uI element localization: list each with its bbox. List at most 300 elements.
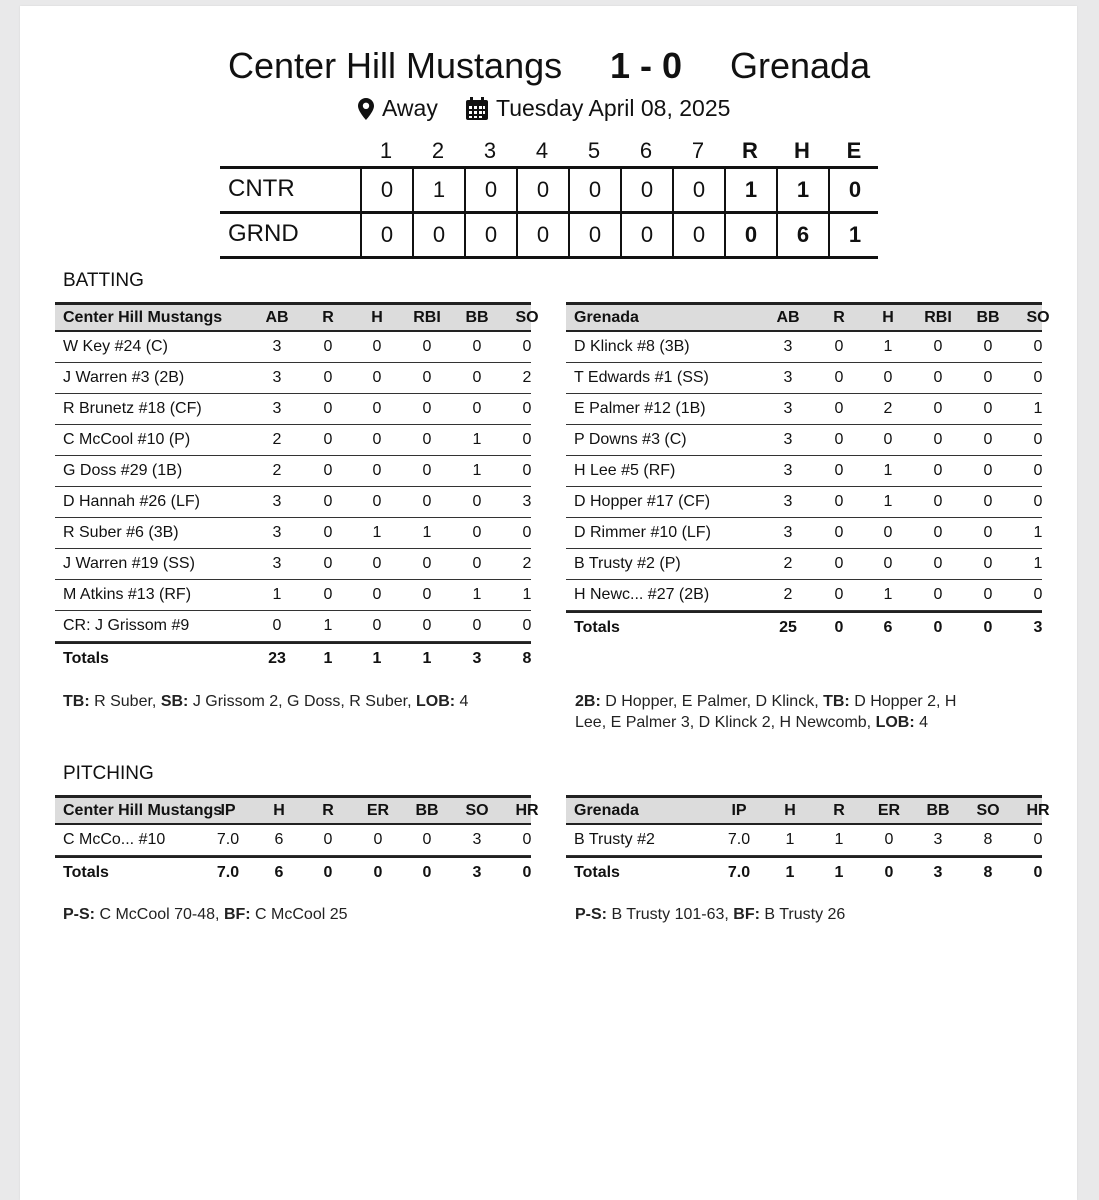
stat-cell: 0 <box>323 462 333 479</box>
stat-cell: 2 <box>783 586 793 603</box>
player-name: Totals <box>63 864 109 881</box>
player-name: CR: J Grissom #9 <box>63 617 190 634</box>
column-header: AB <box>776 309 800 326</box>
stat-cell: 7.0 <box>727 831 751 848</box>
box-score-page <box>20 6 1077 1200</box>
stat-cell: 0 <box>472 369 482 386</box>
stat-cell: 1 <box>883 338 893 355</box>
player-name: P Downs #3 (C) <box>574 431 687 448</box>
stat-cell: 3 <box>472 864 482 881</box>
stat-cell: 0 <box>983 400 993 417</box>
stat-cell: 0 <box>372 431 382 448</box>
table-header <box>55 302 539 332</box>
stat-cell: 0 <box>422 864 432 881</box>
player-name: R Suber #6 (3B) <box>63 524 179 541</box>
stat-cell: 3 <box>272 400 282 417</box>
stat-cell: 0 <box>372 586 382 603</box>
pitching-table-away <box>566 795 1050 887</box>
note-label: LOB: <box>875 714 915 731</box>
player-name: J Warren #19 (SS) <box>63 555 195 572</box>
stat-cell: 0 <box>422 493 432 510</box>
inning-score: 0 <box>620 169 672 211</box>
player-name: Totals <box>574 619 620 636</box>
stat-cell: 7.0 <box>216 831 240 848</box>
table-row <box>55 518 531 549</box>
home-team-name: Center Hill Mustangs <box>228 45 563 86</box>
table-row <box>566 456 1042 487</box>
player-name: J Warren #3 (2B) <box>63 369 185 386</box>
inning-score: 0 <box>672 214 724 256</box>
stat-cell: 1 <box>522 586 532 603</box>
stat-cell: 0 <box>323 831 333 848</box>
player-name: Totals <box>574 864 620 881</box>
line-score-header <box>220 132 878 166</box>
stat-cell: 3 <box>783 462 793 479</box>
stat-cell: 0 <box>372 462 382 479</box>
player-name: T Edwards #1 (SS) <box>574 369 709 386</box>
total-runs: 0 <box>724 214 776 256</box>
column-header: HR <box>1026 802 1050 819</box>
stat-cell: 3 <box>1033 619 1043 636</box>
batting-notes-away <box>575 691 956 713</box>
inning-score: 0 <box>568 214 620 256</box>
inning-header: 3 <box>483 138 497 163</box>
column-header: RBI <box>924 309 952 326</box>
totals-row <box>55 642 531 673</box>
note-label: TB: <box>823 693 850 710</box>
map-pin-icon <box>358 98 374 120</box>
stat-cell: 0 <box>1033 864 1043 881</box>
stat-cell: 2 <box>522 369 532 386</box>
stat-cell: 0 <box>323 493 333 510</box>
inning-header: 7 <box>691 138 705 163</box>
column-header: Center Hill Mustangs <box>63 802 223 819</box>
stat-cell: 0 <box>834 555 844 572</box>
stat-cell: 0 <box>372 369 382 386</box>
note-label: BF: <box>223 906 251 923</box>
stat-cell: 0 <box>883 524 893 541</box>
stat-cell: 0 <box>834 493 844 510</box>
stat-cell: 0 <box>1033 338 1043 355</box>
stat-cell: 0 <box>522 831 532 848</box>
stat-cell: 3 <box>783 338 793 355</box>
stat-cell: 6 <box>274 831 284 848</box>
stat-cell: 0 <box>834 400 844 417</box>
stat-cell: 3 <box>783 369 793 386</box>
player-name: D Hannah #26 (LF) <box>63 493 200 510</box>
table-row <box>566 487 1042 518</box>
stat-cell: 0 <box>472 617 482 634</box>
stat-cell: 1 <box>883 493 893 510</box>
note-text: D Hopper 2, H <box>849 693 957 710</box>
table-row <box>55 487 531 518</box>
stat-cell: 1 <box>1033 555 1043 572</box>
note-text: C McCool 70-48, <box>95 906 224 923</box>
stat-cell: 3 <box>472 831 482 848</box>
batting-section-title: BATTING <box>63 270 144 291</box>
batting-table-home <box>55 302 539 673</box>
stat-cell: 0 <box>422 400 432 417</box>
table-row <box>55 549 531 580</box>
column-header: ER <box>366 802 390 819</box>
player-name: C McCool #10 (P) <box>63 431 191 448</box>
stat-cell: 0 <box>933 369 943 386</box>
inning-header: 4 <box>535 138 549 163</box>
stat-cell: 6 <box>883 619 893 636</box>
stat-cell: 6 <box>274 864 284 881</box>
stat-cell: 2 <box>272 462 282 479</box>
column-header: SO <box>976 802 1000 819</box>
stat-cell: 3 <box>783 493 793 510</box>
note-text: 4 <box>914 714 929 731</box>
player-name: C McCo... #10 <box>63 831 166 848</box>
table-row <box>55 456 531 487</box>
column-header: BB <box>926 802 950 819</box>
stat-cell: 2 <box>272 431 282 448</box>
stat-cell: 3 <box>272 555 282 572</box>
batting-table-away <box>566 302 1050 642</box>
stat-cell: 7.0 <box>216 864 240 881</box>
player-name: D Hopper #17 (CF) <box>574 493 711 510</box>
note-text: J Grissom 2, G Doss, R Suber, <box>188 693 416 710</box>
column-header: H <box>882 309 894 326</box>
stat-cell: 0 <box>1033 831 1043 848</box>
pitching-notes-away <box>575 904 845 926</box>
stat-cell: 8 <box>983 864 993 881</box>
inning-header: 5 <box>587 138 601 163</box>
table-row <box>55 332 531 363</box>
stat-cell: 0 <box>1033 493 1043 510</box>
stat-cell: 0 <box>933 493 943 510</box>
player-name: M Atkins #13 (RF) <box>63 586 192 603</box>
stat-cell: 0 <box>983 431 993 448</box>
inning-score: 0 <box>464 214 516 256</box>
table-row <box>55 611 531 642</box>
stat-cell: 1 <box>422 524 432 541</box>
player-name: H Lee #5 (RF) <box>574 462 676 479</box>
stat-cell: 0 <box>472 338 482 355</box>
stat-cell: 0 <box>422 586 432 603</box>
line-score-row <box>220 166 878 211</box>
table-row <box>55 363 531 394</box>
stat-cell: 3 <box>272 524 282 541</box>
stat-cell: 0 <box>422 431 432 448</box>
stat-cell: 0 <box>883 555 893 572</box>
stat-cell: 0 <box>472 400 482 417</box>
line-score <box>220 132 878 259</box>
stat-cell: 0 <box>1033 369 1043 386</box>
stat-cell: 0 <box>422 338 432 355</box>
stat-cell: 0 <box>983 369 993 386</box>
stat-cell: 0 <box>834 524 844 541</box>
table-row <box>55 825 531 856</box>
stat-cell: 0 <box>272 617 282 634</box>
stat-cell: 1 <box>372 650 382 667</box>
stat-cell: 1 <box>785 831 795 848</box>
stat-cell: 1 <box>1033 524 1043 541</box>
total-hits: 1 <box>776 169 828 211</box>
inning-header: 2 <box>431 138 445 163</box>
note-label: LOB: <box>416 693 456 710</box>
stat-cell: 0 <box>883 431 893 448</box>
stat-cell: 0 <box>933 586 943 603</box>
stat-cell: 0 <box>983 555 993 572</box>
table-row <box>566 425 1042 456</box>
stat-cell: 0 <box>323 369 333 386</box>
stat-cell: 0 <box>422 462 432 479</box>
table-row <box>55 425 531 456</box>
player-name: W Key #24 (C) <box>63 338 168 355</box>
player-name: D Klinck #8 (3B) <box>574 338 690 355</box>
stat-cell: 0 <box>323 524 333 541</box>
stat-cell: 1 <box>323 650 333 667</box>
column-header: H <box>371 309 383 326</box>
stat-cell: 2 <box>522 555 532 572</box>
total-errors: 1 <box>828 214 880 256</box>
table-header <box>55 795 539 825</box>
stat-cell: 3 <box>522 493 532 510</box>
batting-notes-away <box>575 712 928 734</box>
column-header: R <box>833 802 845 819</box>
totals-row <box>566 611 1042 642</box>
player-name: Totals <box>63 650 109 667</box>
stat-cell: 1 <box>785 864 795 881</box>
pitching-section-title: PITCHING <box>63 763 154 784</box>
away-team-name: Grenada <box>730 45 871 86</box>
stat-cell: 1 <box>472 431 482 448</box>
note-text: C McCool 25 <box>250 906 348 923</box>
inning-score: 0 <box>464 169 516 211</box>
pitching-notes-home <box>63 904 348 926</box>
column-header: RBI <box>413 309 441 326</box>
stat-cell: 0 <box>1033 462 1043 479</box>
stat-cell: 1 <box>834 831 844 848</box>
column-header: R <box>833 309 845 326</box>
note-text: D Hopper, E Palmer, D Klinck, <box>600 693 824 710</box>
stat-cell: 3 <box>783 524 793 541</box>
table-row <box>566 394 1042 425</box>
table-row <box>566 518 1042 549</box>
stat-cell: 0 <box>422 555 432 572</box>
stat-cell: 0 <box>472 555 482 572</box>
stat-cell: 0 <box>323 431 333 448</box>
total-errors: 0 <box>828 169 880 211</box>
column-header: SO <box>1026 309 1050 326</box>
stat-cell: 0 <box>933 619 943 636</box>
stat-cell: 0 <box>834 586 844 603</box>
stat-cell: 23 <box>268 650 286 667</box>
inning-score: 0 <box>672 169 724 211</box>
totals-row <box>55 856 531 887</box>
game-title <box>20 44 1077 88</box>
stat-cell: 0 <box>323 338 333 355</box>
errors-header: E <box>846 138 862 163</box>
player-name: B Trusty #2 <box>574 831 655 848</box>
stat-cell: 0 <box>834 431 844 448</box>
stat-cell: 0 <box>373 831 383 848</box>
stat-cell: 3 <box>933 831 943 848</box>
column-header: Center Hill Mustangs <box>63 309 223 326</box>
stat-cell: 2 <box>883 400 893 417</box>
stat-cell: 0 <box>983 586 993 603</box>
stat-cell: 0 <box>422 617 432 634</box>
column-header: H <box>273 802 285 819</box>
note-label: SB: <box>160 693 189 710</box>
stat-cell: 0 <box>373 864 383 881</box>
game-date: Tuesday April 08, 2025 <box>496 95 731 121</box>
stat-cell: 0 <box>933 555 943 572</box>
stat-cell: 1 <box>834 864 844 881</box>
stat-cell: 0 <box>933 400 943 417</box>
stat-cell: 0 <box>884 864 894 881</box>
inning-score: 0 <box>516 169 568 211</box>
column-header: IP <box>731 802 747 819</box>
final-score: 1 - 0 <box>610 45 683 86</box>
stat-cell: 0 <box>983 524 993 541</box>
stat-cell: 0 <box>372 400 382 417</box>
note-text: 4 <box>455 693 469 710</box>
game-meta <box>20 92 1077 124</box>
column-header: H <box>784 802 796 819</box>
team-abbr: CNTR <box>228 175 295 202</box>
note-label: BF: <box>733 906 760 923</box>
table-row <box>566 363 1042 394</box>
calendar-icon <box>466 97 488 120</box>
stat-cell: 3 <box>272 493 282 510</box>
team-abbr: GRND <box>228 220 299 247</box>
column-header: ER <box>877 802 901 819</box>
stat-cell: 0 <box>422 369 432 386</box>
table-row <box>566 549 1042 580</box>
stat-cell: 7.0 <box>727 864 751 881</box>
stat-cell: 3 <box>272 369 282 386</box>
inning-score: 0 <box>516 214 568 256</box>
stat-cell: 1 <box>1033 400 1043 417</box>
column-header: R <box>322 802 334 819</box>
stat-cell: 0 <box>983 462 993 479</box>
stat-cell: 3 <box>472 650 482 667</box>
player-name: D Rimmer #10 (LF) <box>574 524 711 541</box>
inning-score: 0 <box>620 214 672 256</box>
hits-header: H <box>794 138 810 163</box>
stat-cell: 0 <box>834 338 844 355</box>
stat-cell: 0 <box>422 831 432 848</box>
totals-row <box>566 856 1042 887</box>
stat-cell: 1 <box>422 650 432 667</box>
inning-score: 1 <box>412 169 464 211</box>
stat-cell: 3 <box>783 400 793 417</box>
stat-cell: 0 <box>1033 586 1043 603</box>
column-header: IP <box>220 802 236 819</box>
table-row <box>55 580 531 611</box>
column-header: BB <box>415 802 439 819</box>
table-header <box>566 795 1050 825</box>
stat-cell: 2 <box>783 555 793 572</box>
player-name: E Palmer #12 (1B) <box>574 400 706 417</box>
stat-cell: 0 <box>522 400 532 417</box>
stat-cell: 0 <box>323 586 333 603</box>
stat-cell: 0 <box>1033 431 1043 448</box>
table-row <box>566 825 1042 856</box>
column-header: BB <box>465 309 489 326</box>
inning-score: 0 <box>360 214 412 256</box>
stat-cell: 8 <box>522 650 532 667</box>
stat-cell: 1 <box>472 586 482 603</box>
stat-cell: 0 <box>933 338 943 355</box>
batting-notes-home <box>63 691 468 713</box>
stat-cell: 0 <box>323 555 333 572</box>
column-header: BB <box>976 309 1000 326</box>
stat-cell: 0 <box>323 864 333 881</box>
stat-cell: 25 <box>779 619 797 636</box>
player-name: H Newc... #27 (2B) <box>574 586 710 603</box>
stat-cell: 1 <box>372 524 382 541</box>
stat-cell: 0 <box>472 524 482 541</box>
column-header: Grenada <box>574 309 639 326</box>
table-header <box>566 302 1050 332</box>
stat-cell: 1 <box>323 617 333 634</box>
stat-cell: 0 <box>983 619 993 636</box>
stat-cell: 1 <box>883 462 893 479</box>
stat-cell: 1 <box>883 586 893 603</box>
stat-cell: 0 <box>884 831 894 848</box>
note-label: P-S: <box>63 906 95 923</box>
stat-cell: 0 <box>372 493 382 510</box>
runs-header: R <box>742 138 758 163</box>
stat-cell: 3 <box>783 431 793 448</box>
inning-header: 6 <box>639 138 653 163</box>
player-name: G Doss #29 (1B) <box>63 462 183 479</box>
location-label: Away <box>382 95 438 121</box>
note-text: B Trusty 26 <box>759 906 846 923</box>
stat-cell: 0 <box>522 462 532 479</box>
stat-cell: 0 <box>834 619 844 636</box>
table-row <box>566 332 1042 363</box>
inning-header: 1 <box>379 138 393 163</box>
stat-cell: 0 <box>983 338 993 355</box>
stat-cell: 0 <box>522 617 532 634</box>
column-header: Grenada <box>574 802 639 819</box>
stat-cell: 0 <box>933 431 943 448</box>
pitching-table-home <box>55 795 539 887</box>
stat-cell: 0 <box>372 555 382 572</box>
stat-cell: 0 <box>522 338 532 355</box>
stat-cell: 0 <box>372 617 382 634</box>
inning-score: 0 <box>568 169 620 211</box>
column-header: HR <box>515 802 539 819</box>
stat-cell: 3 <box>933 864 943 881</box>
stat-cell: 0 <box>372 338 382 355</box>
player-name: B Trusty #2 (P) <box>574 555 681 572</box>
stat-cell: 0 <box>522 524 532 541</box>
note-text: R Suber, <box>89 693 161 710</box>
stat-cell: 0 <box>933 524 943 541</box>
stat-cell: 1 <box>272 586 282 603</box>
total-runs: 1 <box>724 169 776 211</box>
stat-cell: 0 <box>522 431 532 448</box>
note-text: B Trusty 101-63, <box>607 906 734 923</box>
stat-cell: 1 <box>472 462 482 479</box>
table-row <box>566 580 1042 611</box>
stat-cell: 0 <box>983 493 993 510</box>
column-header: SO <box>515 309 539 326</box>
note-label: 2B: <box>575 693 601 710</box>
note-text: Lee, E Palmer 3, D Klinck 2, H Newcomb, <box>575 714 876 731</box>
column-header: AB <box>265 309 289 326</box>
stat-cell: 3 <box>272 338 282 355</box>
stat-cell: 0 <box>834 462 844 479</box>
stat-cell: 0 <box>883 369 893 386</box>
